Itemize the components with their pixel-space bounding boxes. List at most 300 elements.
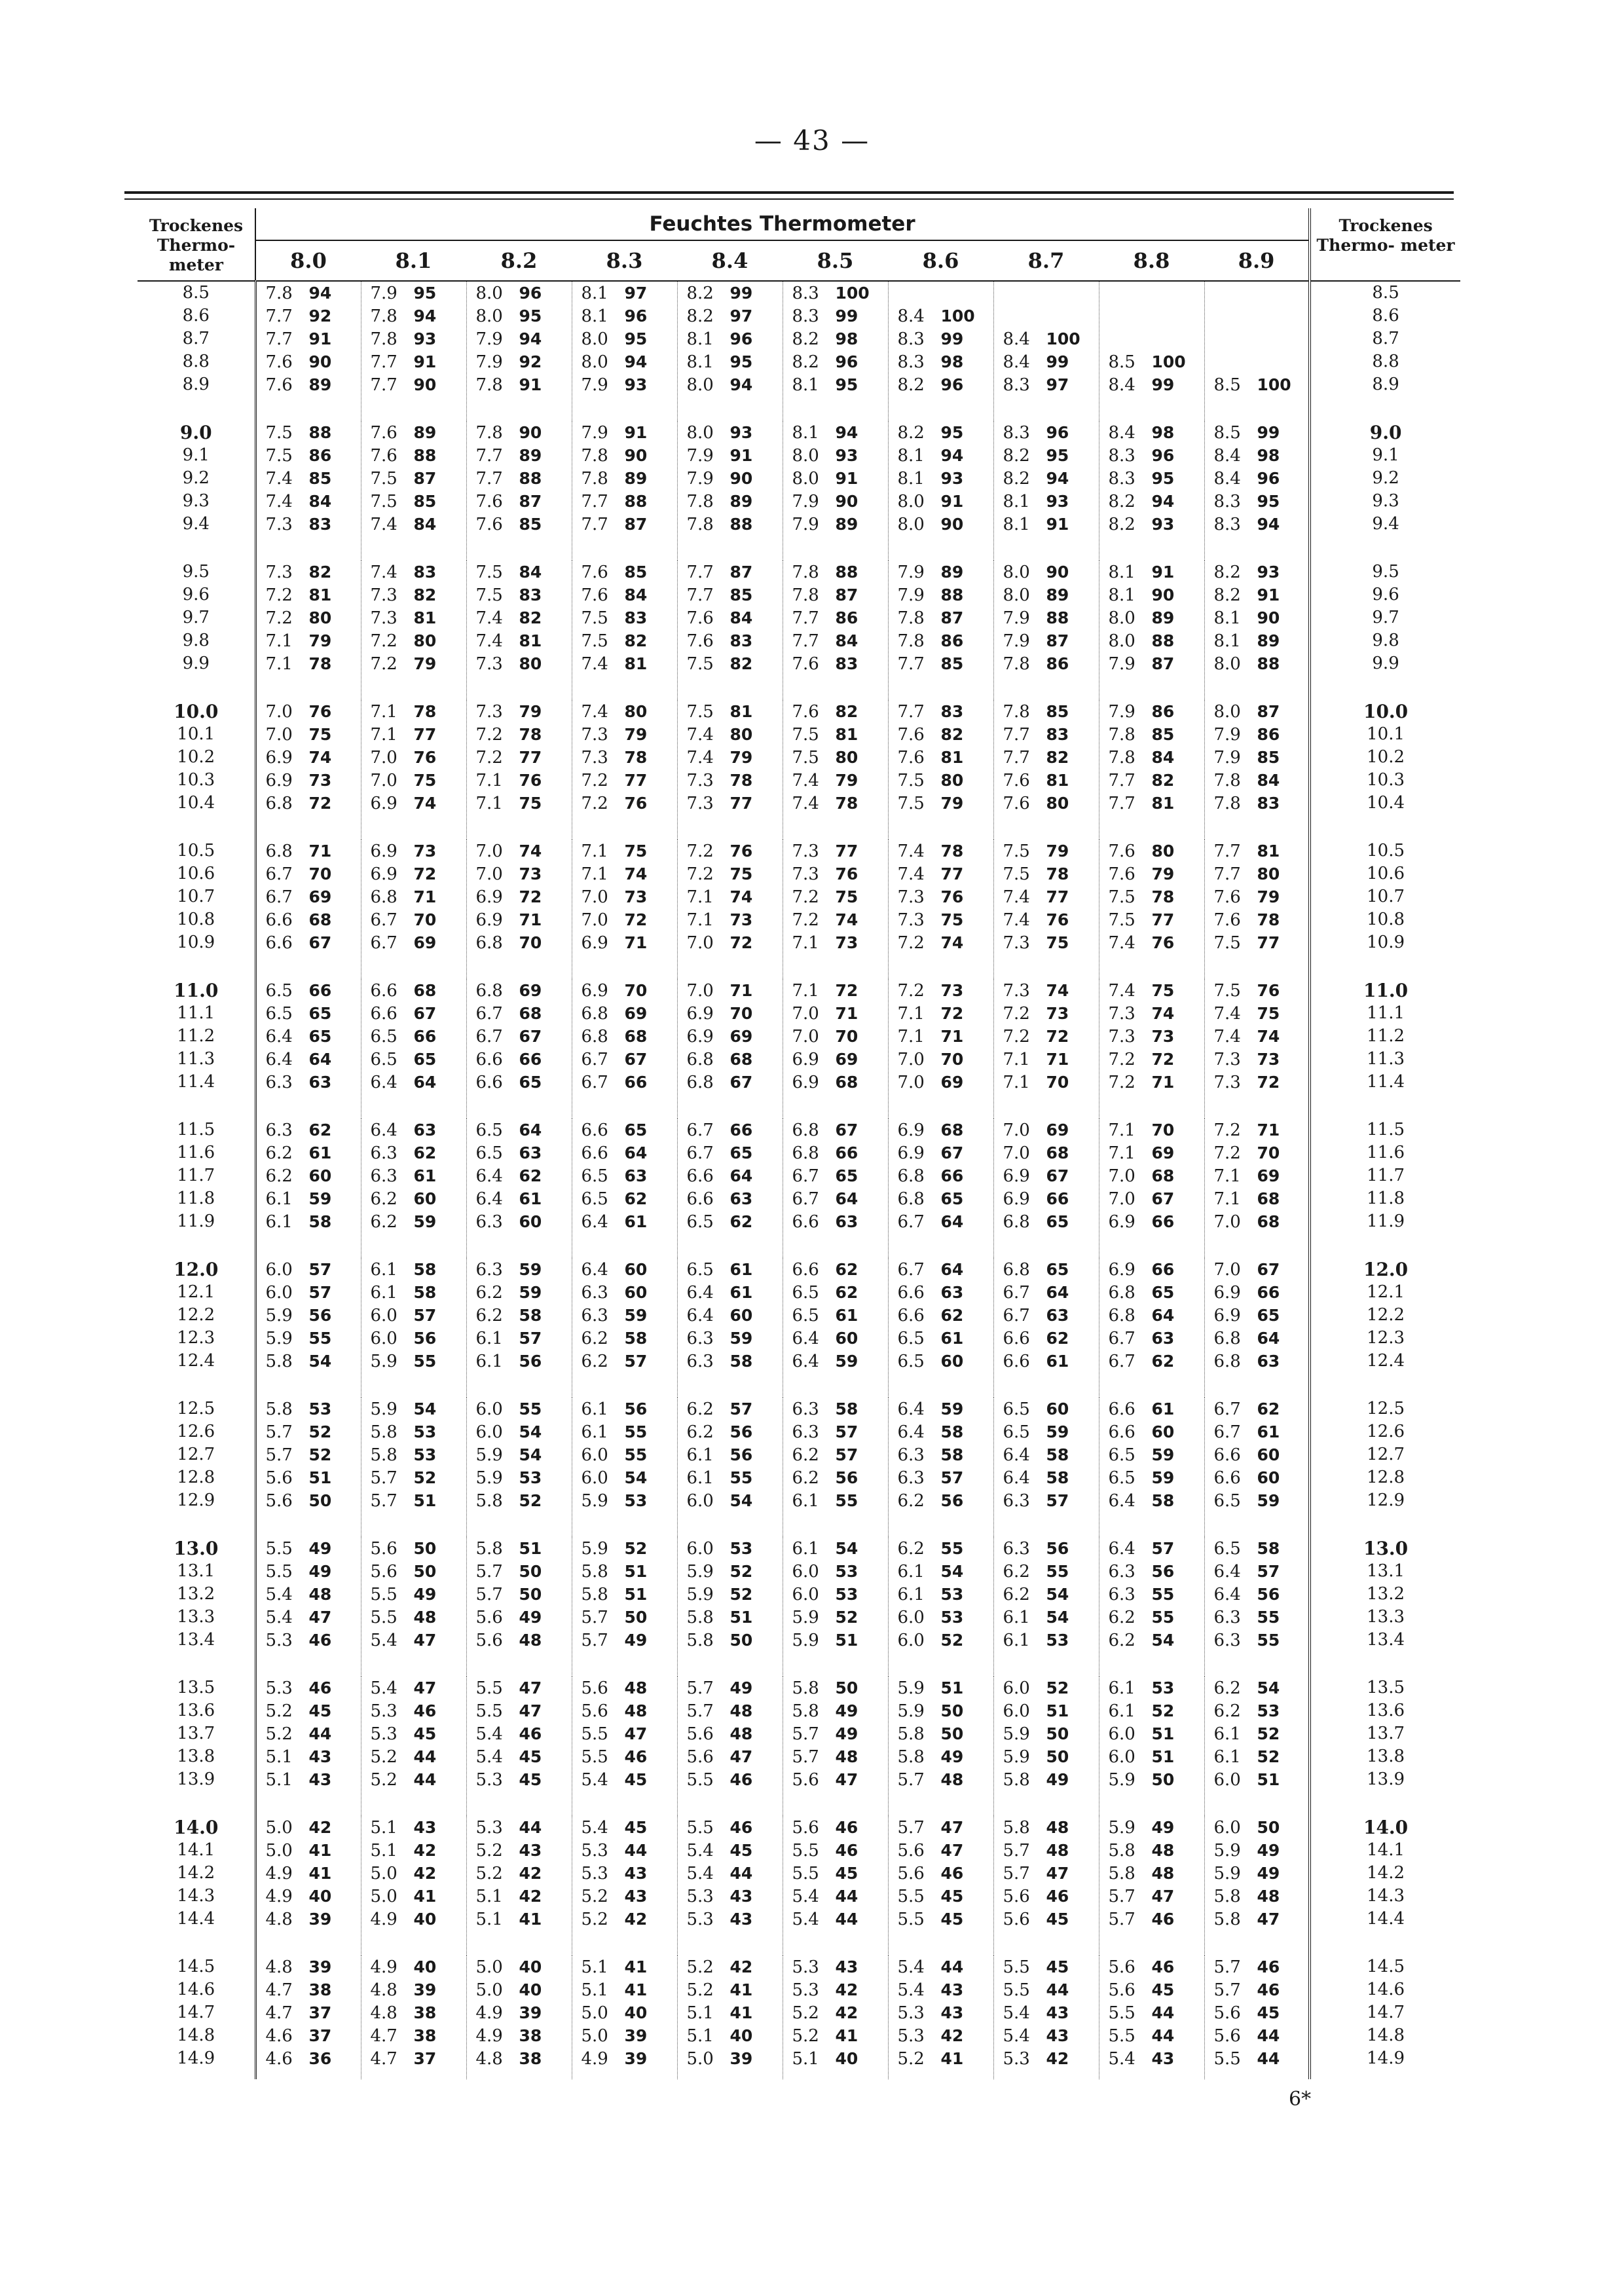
- dew-point-value: 6.1: [686, 1445, 714, 1465]
- dew-point-value: 5.1: [475, 1910, 503, 1929]
- dry-temperature-value: 9.0: [179, 422, 212, 443]
- relative-humidity-value: 67: [729, 1073, 753, 1092]
- relative-humidity-value: 61: [835, 1306, 858, 1325]
- table-cell: [1099, 2001, 1204, 2024]
- dew-point-value: 8.1: [1108, 563, 1135, 582]
- relative-humidity-value: 78: [308, 654, 332, 673]
- table-cell: [361, 561, 466, 583]
- table-cell: [678, 1583, 783, 1606]
- relative-humidity-value: 73: [940, 981, 964, 1000]
- dew-point-value: 7.9: [1213, 725, 1241, 745]
- table-cell: [467, 1281, 572, 1304]
- relative-humidity-value: 48: [1046, 1841, 1069, 1860]
- wet-column-cell: [1099, 1537, 1204, 1676]
- wet-column-cell: [466, 700, 572, 840]
- table-cell: [467, 1489, 572, 1512]
- table-cell: [994, 885, 1099, 908]
- dew-point-value: 8.2: [686, 306, 714, 326]
- relative-humidity-value: 86: [1046, 654, 1069, 673]
- dew-point-value: 7.8: [1003, 702, 1030, 722]
- relative-humidity-value: 59: [729, 1329, 753, 1348]
- relative-humidity-value: 79: [519, 702, 542, 721]
- table-cell: [1205, 885, 1309, 908]
- table-cell: [572, 282, 677, 305]
- dew-point-value: 5.7: [581, 1631, 608, 1650]
- dew-point-value: 6.2: [1213, 1701, 1241, 1721]
- table-cell: [889, 1119, 993, 1141]
- dew-point-value: 6.4: [1003, 1445, 1030, 1465]
- relative-humidity-value: 88: [1151, 631, 1175, 650]
- wet-column-cell: [993, 1119, 1099, 1258]
- dry-temperature-right: [1310, 1676, 1460, 1816]
- dew-point-value: 6.8: [370, 887, 397, 907]
- dew-point-value: 7.0: [1003, 1143, 1030, 1163]
- table-cell: [889, 1699, 993, 1722]
- table-cell: [1205, 1606, 1309, 1629]
- relative-humidity-value: 48: [413, 1608, 437, 1627]
- dew-point-value: 8.4: [897, 306, 925, 326]
- table-cell: [889, 629, 993, 652]
- wet-column-cell: [255, 1955, 361, 2079]
- relative-humidity-value: 75: [624, 842, 648, 861]
- relative-humidity-value: 82: [413, 585, 437, 604]
- table-cell: [1099, 1258, 1204, 1281]
- table-cell: [1099, 1676, 1204, 1699]
- dew-point-value: 7.6: [475, 515, 503, 534]
- dry-temperature-value: 9.7: [182, 608, 210, 627]
- relative-humidity-value: 87: [940, 608, 964, 627]
- relative-humidity-value: 66: [729, 1120, 753, 1139]
- relative-humidity-value: 57: [1046, 1491, 1069, 1510]
- table-row-group: [138, 1955, 1460, 2079]
- relative-humidity-value: 42: [624, 1910, 648, 1929]
- table-cell: [889, 1745, 993, 1768]
- relative-humidity-value: 52: [624, 1539, 648, 1558]
- relative-humidity-value: 54: [413, 1399, 437, 1418]
- table-cell: [994, 1583, 1099, 1606]
- relative-humidity-value: 89: [308, 375, 332, 394]
- dew-point-value: 6.6: [1108, 1399, 1135, 1419]
- table-cell: [783, 1839, 888, 1862]
- dew-point-value: 7.7: [1213, 842, 1241, 861]
- relative-humidity-value: 93: [940, 469, 964, 488]
- table-cell: [1099, 1699, 1204, 1722]
- top-rule-thin: [124, 198, 1454, 200]
- relative-humidity-value: 79: [835, 771, 858, 790]
- wet-column-cell: [993, 1398, 1099, 1537]
- wet-column-cell: [677, 1955, 783, 2079]
- table-cell: [1205, 1722, 1309, 1745]
- wet-column-cell: [1204, 1676, 1310, 1816]
- table-cell: [678, 1350, 783, 1373]
- relative-humidity-value: 85: [940, 654, 964, 673]
- dew-point-value: 8.2: [897, 423, 925, 443]
- table-cell: [572, 1398, 677, 1420]
- relative-humidity-value: 64: [1151, 1306, 1175, 1325]
- dry-temperature-value: 9.2: [1372, 468, 1399, 488]
- dew-point-value: 6.2: [370, 1212, 397, 1232]
- table-cell: [994, 629, 1099, 652]
- wet-column-cell: [888, 421, 993, 561]
- relative-humidity-value: 72: [835, 981, 858, 1000]
- relative-humidity-value: 71: [308, 842, 332, 861]
- table-cell: [361, 327, 466, 350]
- relative-humidity-value: 45: [413, 1724, 437, 1743]
- table-cell: [1099, 652, 1204, 675]
- table-cell: [889, 1862, 993, 1885]
- table-cell: [994, 421, 1099, 444]
- relative-humidity-value: 58: [1151, 1491, 1175, 1510]
- table-cell: [572, 862, 677, 885]
- relative-humidity-value: 38: [308, 1980, 332, 1999]
- table-cell: [1099, 1955, 1204, 1978]
- relative-humidity-value: 86: [940, 631, 964, 650]
- table-cell: [1205, 1210, 1309, 1233]
- dry-temperature-value: 12.8: [177, 1468, 215, 1487]
- table-cell: [572, 583, 677, 606]
- dew-point-value: 6.1: [370, 1283, 397, 1303]
- dew-point-value: 7.6: [897, 725, 925, 745]
- relative-humidity-value: 95: [413, 284, 437, 303]
- dew-point-value: 7.0: [1213, 1260, 1241, 1280]
- relative-humidity-value: 76: [1046, 910, 1069, 929]
- dry-temperature-value: 10.1: [1367, 724, 1405, 744]
- table-cell: [783, 282, 888, 305]
- wet-column-cell: [572, 281, 677, 421]
- wet-column-cell: [783, 1119, 888, 1258]
- relative-humidity-value: 41: [624, 1957, 648, 1976]
- dry-temperature-value: 12.6: [1367, 1422, 1405, 1441]
- dew-point-value: 6.7: [581, 1050, 608, 1069]
- wet-column-cell: [783, 979, 888, 1119]
- relative-humidity-value: 83: [940, 702, 964, 721]
- table-cell: [1205, 1443, 1309, 1466]
- table-cell: [361, 1187, 466, 1210]
- table-cell: [678, 1281, 783, 1304]
- dew-point-value: 7.5: [1213, 981, 1241, 1001]
- table-cell: [994, 1466, 1099, 1489]
- dew-point-value: 6.4: [265, 1050, 293, 1069]
- dew-point-value: 7.4: [686, 748, 714, 768]
- dew-point-value: 6.7: [1003, 1306, 1030, 1325]
- relative-humidity-value: 76: [308, 702, 332, 721]
- dew-point-value: 7.6: [1003, 794, 1030, 813]
- table-cell: [572, 2047, 677, 2070]
- table-cell: [1205, 723, 1309, 746]
- table-cell: [994, 1187, 1099, 1210]
- table-cell: [994, 792, 1099, 815]
- relative-humidity-value: 58: [729, 1352, 753, 1371]
- dry-temperature-value: 11.3: [1367, 1049, 1405, 1069]
- table-cell: [678, 1722, 783, 1745]
- dew-point-value: 5.3: [897, 2026, 925, 2046]
- dew-point-value: 5.8: [581, 1585, 608, 1604]
- relative-humidity-value: 64: [940, 1212, 964, 1231]
- relative-humidity-value: 69: [1046, 1120, 1069, 1139]
- relative-humidity-value: 42: [308, 1818, 332, 1837]
- dew-point-value: 6.0: [1003, 1678, 1030, 1698]
- wet-column-cell: [1099, 1398, 1204, 1537]
- table-cell: [361, 606, 466, 629]
- dew-point-value: 6.4: [1003, 1468, 1030, 1488]
- table-cell: [678, 1560, 783, 1583]
- table-cell: [889, 1885, 993, 1908]
- dry-temperature-value: 14.7: [177, 2003, 215, 2022]
- dew-point-value: 5.7: [792, 1747, 819, 1767]
- relative-humidity-value: 60: [1046, 1399, 1069, 1418]
- table-cell: [572, 1258, 677, 1281]
- relative-humidity-value: 56: [624, 1399, 648, 1418]
- relative-humidity-value: 100: [1257, 375, 1291, 394]
- dry-temperature-value: 13.8: [1367, 1747, 1405, 1766]
- table-cell: [361, 1443, 466, 1466]
- relative-humidity-value: 45: [519, 1747, 542, 1766]
- table-cell: [467, 421, 572, 444]
- relative-humidity-value: 100: [835, 284, 870, 303]
- table-cell: [257, 1443, 361, 1466]
- dew-point-value: 7.0: [265, 702, 293, 722]
- wet-column-header: 8.8: [1099, 240, 1204, 281]
- relative-humidity-value: 43: [519, 1841, 542, 1860]
- dew-point-value: 7.6: [265, 352, 293, 372]
- dew-point-value: 7.3: [1108, 1027, 1135, 1046]
- relative-humidity-value: 65: [1257, 1306, 1280, 1325]
- table-cell: [257, 792, 361, 815]
- table-cell: [1205, 1676, 1309, 1699]
- dew-point-value: 6.4: [1213, 1562, 1241, 1582]
- dew-point-value: 6.3: [370, 1143, 397, 1163]
- dew-point-value: 6.8: [686, 1073, 714, 1092]
- table-cell: [361, 1071, 466, 1094]
- relative-humidity-value: 80: [1151, 842, 1175, 861]
- dry-temperature-value: 14.7: [1367, 2003, 1405, 2022]
- table-cell: [257, 305, 361, 327]
- dew-point-value: 5.4: [897, 1980, 925, 2000]
- relative-humidity-value: 98: [1257, 446, 1280, 465]
- dew-point-value: 7.0: [475, 864, 503, 884]
- table-cell: [572, 1281, 677, 1304]
- dew-point-value: 8.1: [581, 306, 608, 326]
- dew-point-value: 5.5: [265, 1562, 293, 1582]
- dew-point-value: 6.3: [475, 1212, 503, 1232]
- dry-temperature-value: 12.4: [1367, 1351, 1405, 1371]
- dew-point-value: 6.1: [792, 1491, 819, 1511]
- wet-column-cell: [572, 561, 677, 700]
- relative-humidity-value: 41: [729, 1980, 753, 1999]
- relative-humidity-value: 87: [1151, 654, 1175, 673]
- relative-humidity-value: 92: [519, 352, 542, 371]
- relative-humidity-value: 61: [413, 1166, 437, 1185]
- relative-humidity-value: 71: [519, 910, 542, 929]
- dew-point-value: 6.1: [581, 1422, 608, 1442]
- dry-temperature-value: 8.6: [1372, 306, 1399, 325]
- relative-humidity-value: 82: [729, 654, 753, 673]
- relative-humidity-value: 82: [519, 608, 542, 627]
- dry-temperature-left: [138, 421, 255, 561]
- relative-humidity-value: 71: [1257, 1120, 1280, 1139]
- dew-point-value: 6.4: [1108, 1539, 1135, 1559]
- relative-humidity-value: 47: [940, 1818, 964, 1837]
- relative-humidity-value: 98: [1151, 423, 1175, 442]
- dry-temperature-value: 11.0: [174, 980, 219, 1001]
- dew-point-value: 5.6: [475, 1608, 503, 1627]
- table-cell: [678, 1699, 783, 1722]
- table-cell: [257, 1466, 361, 1489]
- dry-temperature-value: 8.9: [1372, 375, 1399, 394]
- table-cell: [467, 1048, 572, 1071]
- dew-point-value: 7.5: [1108, 887, 1135, 907]
- dew-point-value: 5.8: [1213, 1910, 1241, 1929]
- wet-column-cell: [783, 1537, 888, 1676]
- table-cell: [1205, 583, 1309, 606]
- table-cell: [361, 513, 466, 536]
- table-cell: [257, 862, 361, 885]
- table-cell: [257, 421, 361, 444]
- dry-temperature-value: 14.8: [1367, 2026, 1405, 2045]
- relative-humidity-value: 60: [519, 1212, 542, 1231]
- dew-point-value: 6.8: [792, 1120, 819, 1140]
- table-cell: [889, 1048, 993, 1071]
- relative-humidity-value: 73: [308, 771, 332, 790]
- table-cell: [572, 373, 677, 396]
- table-cell: [467, 2024, 572, 2047]
- relative-humidity-value: 54: [1046, 1608, 1069, 1627]
- relative-humidity-value: 48: [835, 1747, 858, 1766]
- table-cell: [994, 1816, 1099, 1839]
- relative-humidity-value: 90: [1046, 563, 1069, 582]
- dew-point-value: 5.7: [265, 1445, 293, 1465]
- dew-point-value: 6.3: [792, 1422, 819, 1442]
- dry-temperature-value: 13.4: [177, 1630, 215, 1650]
- dew-point-value: 5.7: [475, 1562, 503, 1582]
- wet-column-cell: [466, 1816, 572, 1955]
- relative-humidity-value: 64: [519, 1120, 542, 1139]
- table-cell: [889, 1722, 993, 1745]
- wet-column-cell: [1099, 281, 1204, 421]
- table-cell: [361, 700, 466, 723]
- relative-humidity-value: 67: [835, 1120, 858, 1139]
- relative-humidity-value: 48: [1046, 1818, 1069, 1837]
- dry-temperature-value: 9.5: [1372, 562, 1399, 582]
- table-cell: [889, 1025, 993, 1048]
- dew-point-value: 6.1: [265, 1212, 293, 1232]
- relative-humidity-value: 58: [413, 1283, 437, 1302]
- relative-humidity-value: 78: [835, 794, 858, 813]
- table-cell: [572, 700, 677, 723]
- relative-humidity-value: 89: [835, 515, 858, 534]
- table-cell: [361, 979, 466, 1002]
- relative-humidity-value: 79: [729, 748, 753, 767]
- dew-point-value: 6.0: [581, 1445, 608, 1465]
- table-cell: [1205, 1768, 1309, 1791]
- table-cell: [994, 652, 1099, 675]
- wet-column-cell: [888, 1398, 993, 1537]
- dew-point-value: 7.3: [686, 771, 714, 790]
- dew-point-value: 6.1: [581, 1399, 608, 1419]
- relative-humidity-value: 88: [308, 423, 332, 442]
- table-cell: [889, 652, 993, 675]
- relative-humidity-value: 74: [624, 864, 648, 883]
- table-cell: [361, 421, 466, 444]
- dry-temperature-value: 9.3: [1372, 491, 1399, 511]
- dry-temperature-value: 10.6: [177, 864, 215, 883]
- dew-point-value: 7.8: [1003, 654, 1030, 674]
- dew-point-value: 6.3: [686, 1329, 714, 1348]
- relative-humidity-value: 94: [308, 284, 332, 303]
- wet-column-cell: [361, 1119, 466, 1258]
- relative-humidity-value: 95: [1257, 492, 1280, 511]
- dry-temperature-value: 9.6: [182, 585, 210, 604]
- wet-column-cell: [1204, 561, 1310, 700]
- relative-humidity-value: 75: [729, 864, 753, 883]
- dew-point-value: 8.1: [581, 284, 608, 303]
- dry-temperature-value: 10.7: [177, 887, 215, 906]
- dry-temperature-value: 11.6: [177, 1143, 215, 1162]
- table-cell: [889, 373, 993, 396]
- table-cell: [361, 1629, 466, 1652]
- relative-humidity-value: 59: [1257, 1491, 1280, 1510]
- dew-point-value: 5.3: [1003, 2049, 1030, 2069]
- relative-humidity-value: 91: [1046, 515, 1069, 534]
- table-row-group: [138, 1258, 1460, 1398]
- wet-column-cell: [1204, 1119, 1310, 1258]
- dry-temperature-value: 13.8: [177, 1747, 215, 1766]
- relative-humidity-value: 89: [1257, 631, 1280, 650]
- dew-point-value: 6.2: [265, 1143, 293, 1163]
- table-cell: [572, 840, 677, 862]
- dew-point-value: 6.0: [792, 1585, 819, 1604]
- dew-point-value: 7.3: [1213, 1073, 1241, 1092]
- dew-point-value: 7.8: [475, 375, 503, 395]
- table-cell: [1099, 1466, 1204, 1489]
- relative-humidity-value: 51: [413, 1491, 437, 1510]
- relative-humidity-value: 77: [624, 771, 648, 790]
- table-cell: [783, 746, 888, 769]
- table-cell: [1205, 1025, 1309, 1048]
- relative-humidity-value: 60: [1151, 1422, 1175, 1441]
- table-cell: [678, 350, 783, 373]
- dew-point-value: 6.0: [686, 1539, 714, 1559]
- table-cell: [1099, 1722, 1204, 1745]
- table-cell: [467, 1164, 572, 1187]
- table-cell: [678, 373, 783, 396]
- dew-point-value: 6.0: [897, 1631, 925, 1650]
- table-cell: [1205, 1398, 1309, 1420]
- table-cell: [783, 1304, 888, 1327]
- relative-humidity-value: 65: [1046, 1260, 1069, 1279]
- table-cell: [994, 1676, 1099, 1699]
- table-cell: [889, 1327, 993, 1350]
- table-cell: [1099, 1768, 1204, 1791]
- dew-point-value: 7.9: [370, 284, 397, 303]
- table-cell: [572, 1722, 677, 1745]
- relative-humidity-value: 43: [1046, 2026, 1069, 2045]
- relative-humidity-value: 94: [519, 329, 542, 348]
- relative-humidity-value: 57: [1257, 1562, 1280, 1581]
- table-cell: [361, 1816, 466, 1839]
- dry-temperature-value: 10.8: [177, 910, 215, 929]
- dew-point-value: 7.4: [1213, 1027, 1241, 1046]
- dew-point-value: 5.4: [475, 1724, 503, 1744]
- dew-point-value: 4.7: [265, 1980, 293, 2000]
- dew-point-value: 5.9: [1108, 1770, 1135, 1790]
- relative-humidity-value: 60: [835, 1329, 858, 1348]
- table-cell: [572, 1187, 677, 1210]
- dew-point-value: 5.5: [686, 1818, 714, 1838]
- dew-point-value: 6.1: [1213, 1724, 1241, 1744]
- wet-column-cell: [1204, 1258, 1310, 1398]
- dew-point-value: 6.6: [1108, 1422, 1135, 1442]
